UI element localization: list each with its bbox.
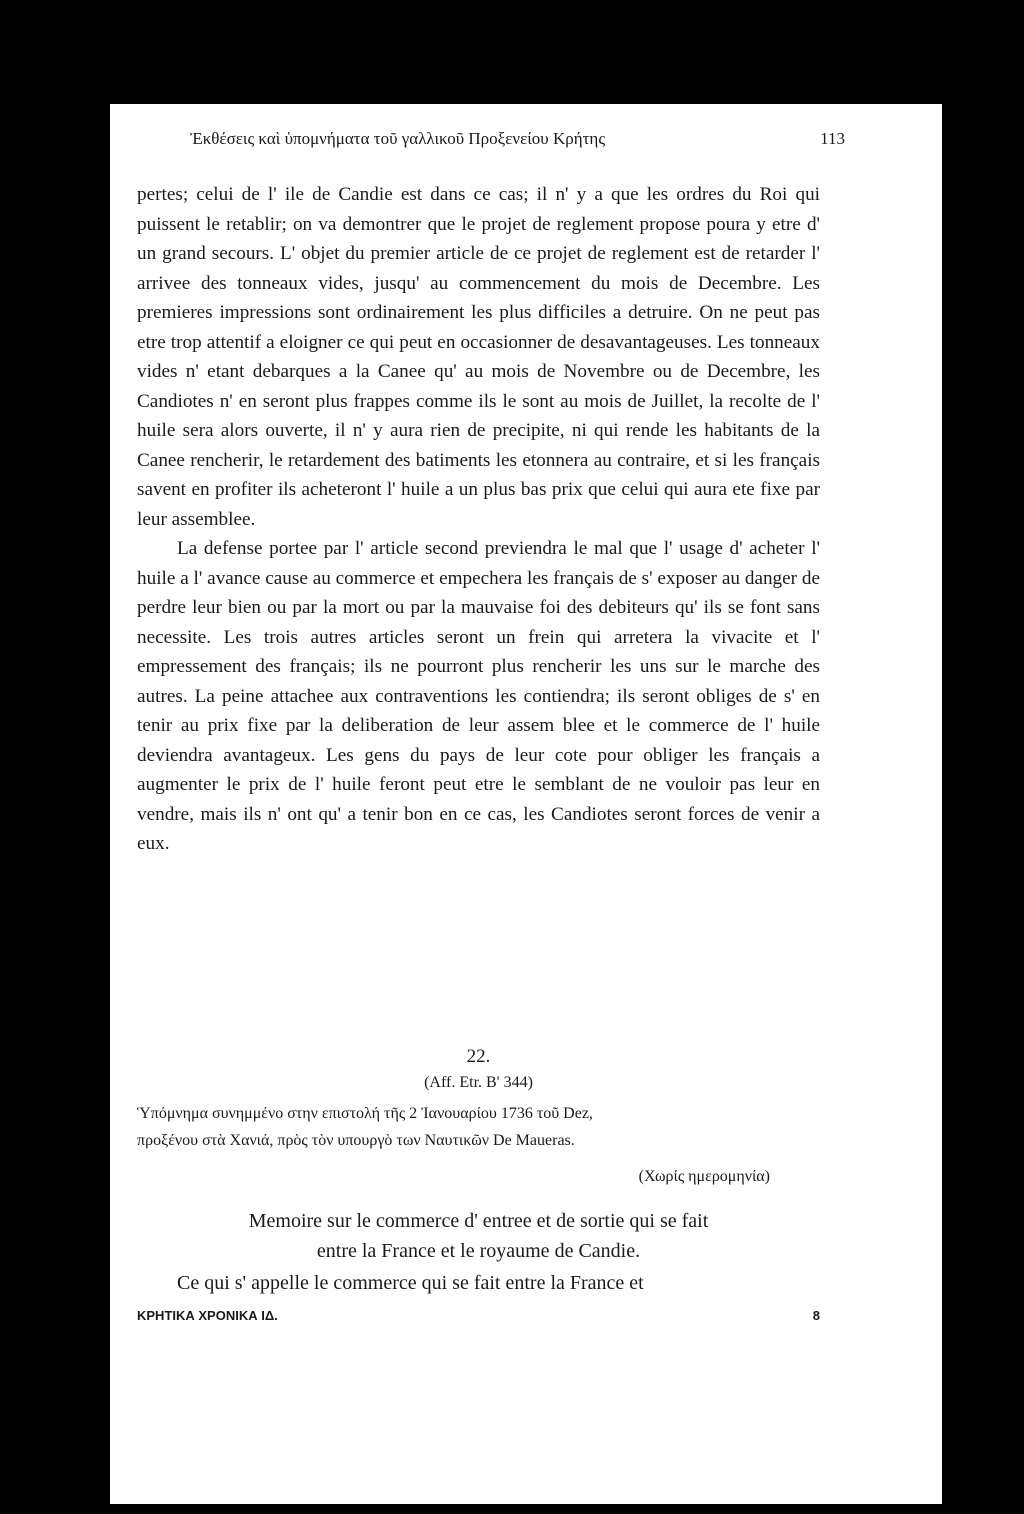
page-footer xyxy=(137,1308,820,1323)
paragraph-2: La defense portee par l' article second previendra le mal que l' usage d' acheter l' huile a l' avance cause au commerce et empechera les français de s' exposer au danger de perdre leur bien ou par la mort ou par la mauvaise foi des debiteurs qu' ils se font sans necessite. Les trois autres articles seront un frein qui arretera la vivacite et l' empressement des français; ils ne pourront plus rencherir les uns sur le marche des autres. La peine attachee aux contraventions les contiendra; ils seront obliges de s' en tenir au prix fixe par la deliberation de leur assem blee et le commerce de l' huile deviendra avantageux. Les gens du pays de leur cote pour obliger les français a augmenter le prix de l' huile feront peut etre le semblant de ne vouloir pas leur en vendre, mais ils n' ont qu' a tenir bon en ce cas, les Candiotes seront forces de venir a eux. xyxy=(137,538,820,854)
page-number: 113 xyxy=(820,129,845,148)
document-description-line-1: Ὑπόμνημα συνημμένο στην επιστολή τῆς 2 Ἰανουαρίου 1736 τοῦ Dez, xyxy=(137,1105,593,1122)
footer-journal-title: ΚΡΗΤΙΚΑ ΧΡΟΝΙΚΑ ΙΔ. xyxy=(137,1308,278,1323)
document-source: (Aff. Etr. B' 344) xyxy=(424,1074,533,1091)
memoire-title xyxy=(137,1206,820,1266)
document-date-note: (Χωρίς ημερομηνία) xyxy=(638,1168,770,1185)
paragraph-1: pertes; celui de l' ile de Candie est dans ce cas; il n' y a que les ordres du Roi qui puissent le retablir; on va demontrer que le projet de reglement propose poura y etre d' un grand secours. L' objet du premier article de ce projet de reglement est de retarder l' arrivee des tonneaux vides, jusqu' au commencement du mois de Decembre. Les premieres impressions sont ordinairement les plus difficiles a detruire. On ne peut pas etre trop attentif a eloigner ce qui peut en occasionner de desavantageuses. Les tonneaux vides n' etant debarques a la Canee qu' au mois de Novembre ou de Decembre, les Candiotes n' en seront plus frappes comme ils le sont au mois de Juillet, la recolte de l' huile sera alors ouverte, il n' y aura rien de precipite, ni qui rende les habitants de la Canee rencherir, le retardement des batiments les etonnera au contraire, et si les français savent en profiter ils acheteront l' huile a un plus bas prix que celui qui aura ete fixe par leur assemblee. xyxy=(137,184,820,530)
document-description xyxy=(137,1100,820,1154)
memoire-title-line-1: Memoire sur le commerce d' entree et de sortie qui se fait xyxy=(248,1210,709,1232)
body-text xyxy=(137,180,820,859)
document-description-line-2: προξένου στὰ Χανιά, πρὸς τὸν υπουργὸ των Ναυτικῶν De Maueras. xyxy=(137,1132,575,1149)
memoire-title-line-2: entre la France et le royaume de Candie. xyxy=(316,1240,641,1262)
book-page xyxy=(110,104,942,1504)
footer-signature-mark: 8 xyxy=(812,1308,820,1323)
document-number: 22. xyxy=(466,1046,491,1067)
memoire-first-line: Ce qui s' appelle le commerce qui se fait entre la France et xyxy=(177,1272,644,1294)
running-header-title: Ἐκθέσεις καὶ ὑπομνήματα τοῦ γαλλικοῦ Προξενείου Κρήτης xyxy=(190,129,606,148)
